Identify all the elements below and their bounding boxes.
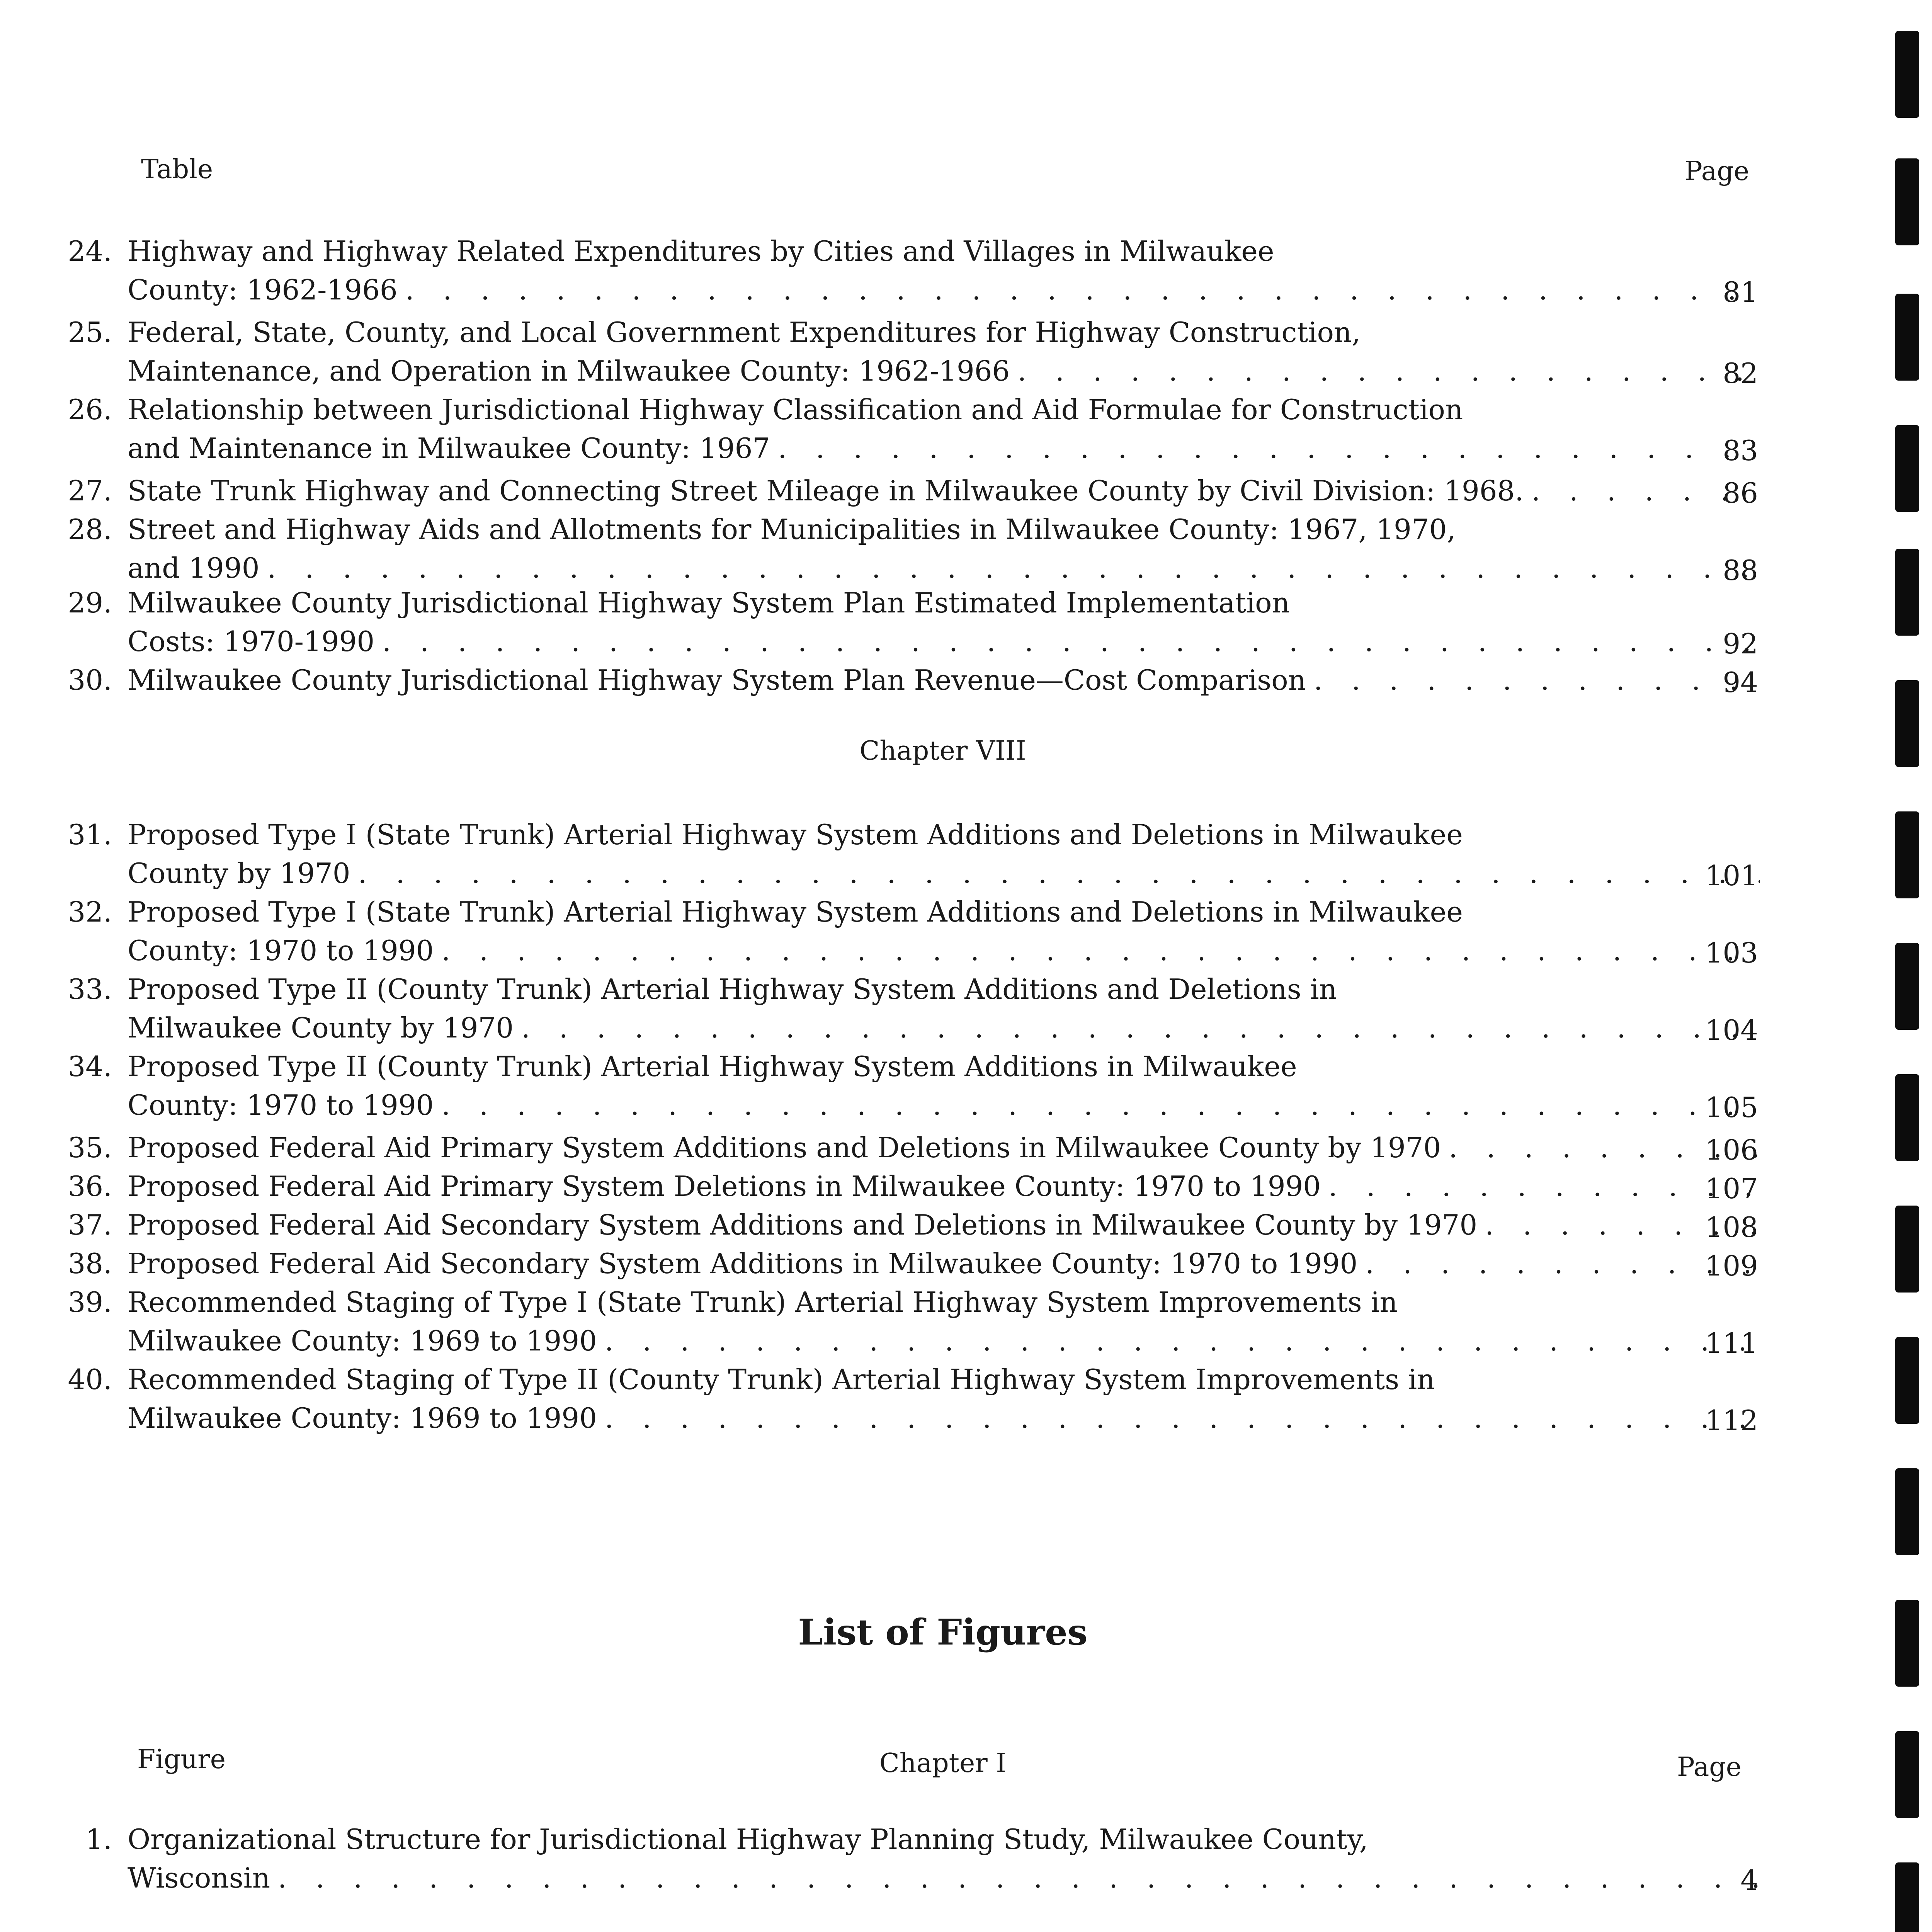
table-number: 30. xyxy=(68,664,112,696)
binding-mark xyxy=(1895,425,1919,512)
table-title-line: Costs: 1970-1990 xyxy=(128,625,375,658)
table-entry xyxy=(68,1128,1760,1167)
table-title-line: Proposed Federal Aid Secondary System Additions and Deletions in Milwaukee County by 1970 xyxy=(128,1209,1478,1241)
table-number: 35. xyxy=(68,1131,112,1164)
table-title-line: Proposed Type II (County Trunk) Arterial Highway System Additions and Deletions in xyxy=(128,973,1337,1005)
table-entry xyxy=(68,1047,1760,1124)
table-title-line: Milwaukee County: 1969 to 1990 xyxy=(128,1325,597,1357)
binding-mark xyxy=(1895,943,1919,1030)
table-title-line: Proposed Federal Aid Primary System Deletions in Milwaukee County: 1970 to 1990 xyxy=(128,1170,1321,1202)
figure-title-line: Organizational Structure for Jurisdictional Highway Planning Study, Milwaukee County, xyxy=(128,1823,1368,1855)
table-title-line: County by 1970 xyxy=(128,857,350,889)
binding-mark xyxy=(1895,811,1919,898)
table-entry xyxy=(68,1283,1760,1360)
table-page-number: 82 xyxy=(1723,357,1758,389)
table-number: 39. xyxy=(68,1286,112,1318)
table-number: 31. xyxy=(68,818,112,851)
table-page-number: 94 xyxy=(1723,666,1758,699)
table-page-number: 109 xyxy=(1705,1250,1758,1282)
table-number: 28. xyxy=(68,513,112,546)
table-column-label: Table xyxy=(141,154,213,185)
table-title-line: Maintenance, and Operation in Milwaukee County: 1962-1966 xyxy=(128,355,1010,387)
table-title-line: County: 1970 to 1990 xyxy=(128,1089,434,1121)
binding-mark xyxy=(1895,1600,1919,1687)
table-number: 36. xyxy=(68,1170,112,1202)
binding-mark xyxy=(1895,1468,1919,1555)
table-entry xyxy=(68,313,1760,390)
table-number: 37. xyxy=(68,1209,112,1241)
table-title-line: and Maintenance in Milwaukee County: 1967 xyxy=(128,432,770,464)
binding-mark xyxy=(1895,549,1919,636)
table-entry xyxy=(68,510,1760,587)
table-page-number: 107 xyxy=(1705,1172,1758,1205)
binding-mark xyxy=(1895,31,1919,118)
table-entry xyxy=(68,970,1760,1047)
table-entry xyxy=(68,390,1760,468)
table-title-line: and 1990 xyxy=(128,552,260,584)
table-entry xyxy=(68,583,1760,661)
table-number: 33. xyxy=(68,973,112,1005)
dot-leader xyxy=(382,622,1760,661)
binding-mark xyxy=(1895,1074,1919,1161)
table-title-line: Proposed Type II (County Trunk) Arterial Highway System Additions in Milwaukee xyxy=(128,1050,1297,1083)
table-page-number: 106 xyxy=(1705,1134,1758,1166)
table-entry xyxy=(68,815,1760,893)
dot-leader xyxy=(605,1321,1760,1360)
dot-leader xyxy=(278,1859,1760,1897)
figure-column-label: Figure xyxy=(137,1744,226,1775)
table-title-line: Street and Highway Aids and Allotments for Municipalities in Milwaukee County: 1967, 1970, xyxy=(128,513,1456,546)
figures-page-column-label: Page xyxy=(1677,1752,1742,1782)
binding-mark xyxy=(1895,294,1919,381)
table-title-line: Milwaukee County Jurisdictional Highway System Plan Estimated Implementation xyxy=(128,587,1290,619)
table-number: 25. xyxy=(68,316,112,349)
dot-leader xyxy=(441,931,1760,970)
table-title-line: Milwaukee County Jurisdictional Highway System Plan Revenue—Cost Comparison xyxy=(128,664,1306,696)
figure-page-number: 4 xyxy=(1740,1864,1758,1896)
table-number: 40. xyxy=(68,1363,112,1396)
table-title-line: Milwaukee County by 1970 xyxy=(128,1012,514,1044)
dot-leader xyxy=(1017,352,1760,390)
table-title-line: Highway and Highway Related Expenditures by Cities and Villages in Milwaukee xyxy=(128,235,1274,267)
dot-leader xyxy=(605,1399,1760,1437)
table-number: 27. xyxy=(68,474,112,507)
list-of-figures-title: List of Figures xyxy=(798,1611,1088,1653)
binding-mark xyxy=(1895,1862,1919,1932)
table-entry xyxy=(68,1167,1760,1206)
table-entry xyxy=(68,661,1760,699)
dot-leader xyxy=(521,1009,1760,1047)
figure-entry xyxy=(85,1820,1760,1897)
table-number: 34. xyxy=(68,1050,112,1083)
dot-leader xyxy=(405,270,1760,309)
table-number: 38. xyxy=(68,1247,112,1280)
table-title-line: Proposed Type I (State Trunk) Arterial Highway System Additions and Deletions in Milwaukee xyxy=(128,896,1463,928)
table-page-number: 105 xyxy=(1705,1091,1758,1124)
table-title-line: Recommended Staging of Type I (State Trunk) Arterial Highway System Improvements in xyxy=(128,1286,1398,1318)
table-number: 29. xyxy=(68,587,112,619)
dot-leader xyxy=(358,854,1760,893)
figure-title-line: Wisconsin xyxy=(128,1862,270,1894)
table-title-line: Recommended Staging of Type II (County Trunk) Arterial Highway System Improvements in xyxy=(128,1363,1435,1396)
table-page-number: 101 xyxy=(1705,859,1758,892)
table-page-number: 108 xyxy=(1705,1211,1758,1243)
table-title-line: County: 1970 to 1990 xyxy=(128,934,434,967)
binding-mark xyxy=(1895,158,1919,245)
table-title-line: State Trunk Highway and Connecting Street Mileage in Milwaukee County by Civil Division: 1968. xyxy=(128,474,1524,507)
table-page-number: 83 xyxy=(1723,434,1758,467)
chapter-viii-heading: Chapter VIII xyxy=(859,736,1026,766)
table-page-number: 112 xyxy=(1705,1404,1758,1437)
table-page-number: 111 xyxy=(1705,1327,1758,1359)
dot-leader xyxy=(267,549,1760,587)
binding-mark xyxy=(1895,1206,1919,1293)
table-title-line: Federal, State, County, and Local Government Expenditures for Highway Construction, xyxy=(128,316,1361,349)
table-title-line: Milwaukee County: 1969 to 1990 xyxy=(128,1402,597,1434)
table-entry xyxy=(68,1206,1760,1244)
table-number: 24. xyxy=(68,235,112,267)
table-entry xyxy=(68,1244,1760,1283)
table-page-number: 88 xyxy=(1723,554,1758,587)
binding-mark xyxy=(1895,1337,1919,1424)
table-entry xyxy=(68,1360,1760,1437)
table-entry xyxy=(68,893,1760,970)
dot-leader xyxy=(778,429,1760,468)
table-title-line: Proposed Type I (State Trunk) Arterial Highway System Additions and Deletions in Milwaukee xyxy=(128,818,1463,851)
table-entry xyxy=(68,232,1760,309)
binding-mark xyxy=(1895,680,1919,767)
table-title-line: Proposed Federal Aid Secondary System Additions in Milwaukee County: 1970 to 1990 xyxy=(128,1247,1358,1280)
chapter-i-heading: Chapter I xyxy=(879,1748,1007,1779)
table-page-number: 92 xyxy=(1723,628,1758,660)
table-page-number: 81 xyxy=(1723,276,1758,308)
table-title-line: County: 1962-1966 xyxy=(128,274,398,306)
table-title-line: Relationship between Jurisdictional Highway Classification and Aid Formulae for Construction xyxy=(128,393,1463,426)
page-column-label: Page xyxy=(1685,156,1750,187)
table-page-number: 104 xyxy=(1705,1014,1758,1046)
table-page-number: 103 xyxy=(1705,937,1758,969)
table-page-number: 86 xyxy=(1723,477,1758,509)
table-title-line: Proposed Federal Aid Primary System Additions and Deletions in Milwaukee County by 1970 xyxy=(128,1131,1441,1164)
table-entry xyxy=(68,471,1760,510)
table-number: 32. xyxy=(68,896,112,928)
dot-leader xyxy=(441,1086,1760,1124)
figure-number: 1. xyxy=(85,1823,112,1855)
table-number: 26. xyxy=(68,393,112,426)
binding-mark xyxy=(1895,1731,1919,1818)
